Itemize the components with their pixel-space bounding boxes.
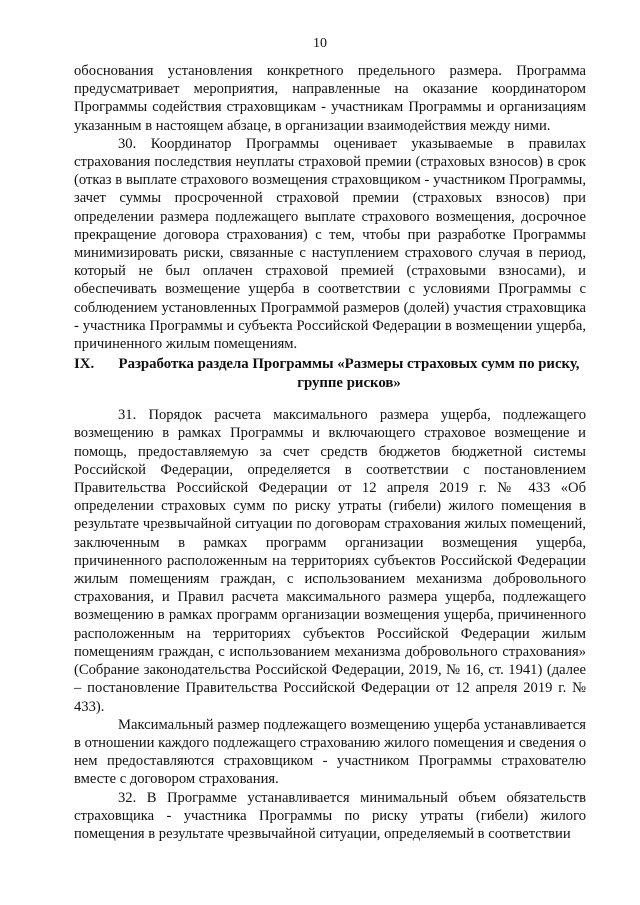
document-body — [74, 62, 586, 843]
paragraph-30: 30. Координатор Программы оценивает указываемые в правилах страхования последствия неуплаты страховой премии (страховых взносов) в срок (отказ в выплате страхового возмещения страховщиком - участником Программы, зачет суммы просроченной страховой премии (страховых взносов) при определении размера подлежащего выплате страхового возмещения, досрочное прекращение договора страхования) с тем, чтобы при разработке Программы минимизировать риски, связанные с наступлением страхового случая в период, который не был оплачен страховой премией (страховыми взносами), и обеспечивать возмещение ущерба в соответствии с условиями Программы с соблюдением установленных Программой размеров (долей) участия страховщика - участника Программы и субъекта Российской Федерации в возмещении ущерба, причиненного жилым помещениям. — [74, 135, 586, 353]
paragraph-max-damage: Максимальный размер подлежащего возмещению ущерба устанавливается в отношении каждого подлежащего страхованию жилого помещения и сведения о нем предоставляются страховщиком - участником Программы страхователю вместе с договором страхования. — [74, 716, 586, 788]
section-heading — [74, 355, 586, 392]
paragraph-31: 31. Порядок расчета максимального размера ущерба, подлежащего возмещению в рамках Программы и включающего страховое возмещение и помощь, предоставляемую за счет средств бюджетов бюджетной системы Российской Федерации, определяется в соответствии с постановлением Правительства Российской Федерации от 12 апреля 2019 г. № 433 «Об определении страховых сумм по риску утраты (гибели) жилого помещения в результате чрезвычайной ситуации по договорам страхования жилых помещений, заключенным в рамках программ организации возмещения ущерба, причиненного расположенным на территориях субъектов Российской Федерации жилым помещениям граждан, с использованием механизма добровольного страхования, и Правил расчета максимального размера ущерба, подлежащего возмещению в рамках программ организации возмещения ущерба, причиненного расположенным на территориях субъектов Российской Федерации жилым помещениям граждан, с использованием механизма добровольного страхования» (Собрание законодательства Российской Федерации, 2019, № 16, ст. 1941) (далее – постановление Правительства Российской Федерации от 12 апреля 2019 г. № 433). — [74, 407, 586, 715]
section-number: IX. — [74, 356, 95, 373]
section-title: Разработка раздела Программы «Размеры страховых сумм по риску, группе рисков» — [118, 356, 580, 391]
paragraph-continuation: обоснования установления конкретного предельного размера. Программа предусматривает мероприятия, направленные на оказание координатором Программы содействия страховщикам - участникам Программы и организациям указанным в настоящем абзаце, в организации взаимодействия между ними. — [74, 63, 586, 134]
page-number: 10 — [313, 36, 327, 51]
paragraph-32: 32. В Программе устанавливается минимальный объем обязательств страховщика - участника Программы по риску утраты (гибели) жилого помещения в результате чрезвычайной ситуации, определяемый в соответствии — [74, 789, 586, 842]
